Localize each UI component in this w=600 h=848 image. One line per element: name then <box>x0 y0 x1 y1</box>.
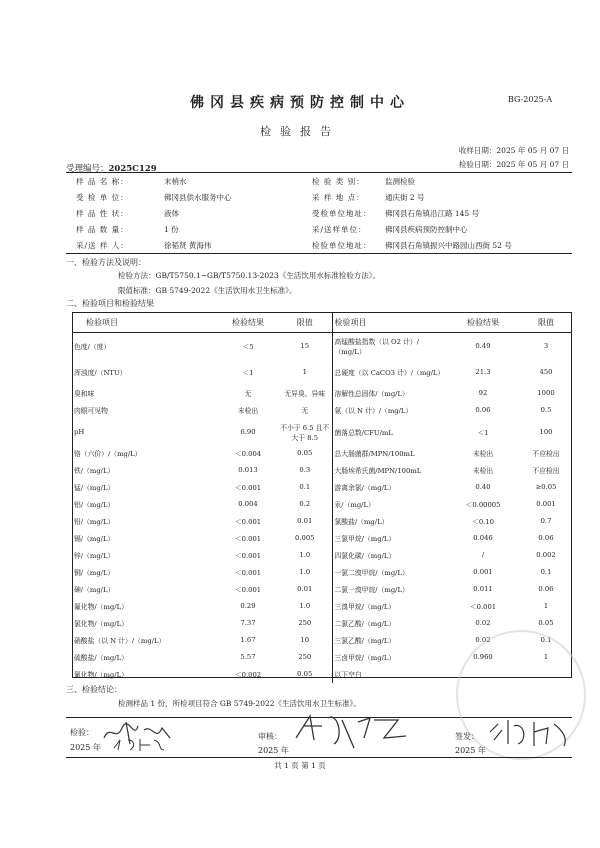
info-label: 样 品 名 称： <box>76 177 129 186</box>
result-value: ＜0.001 <box>469 603 497 611</box>
limit-value: 15 <box>300 341 310 350</box>
item-name: 四氯化碳/（mg/L） <box>332 547 446 564</box>
issuer-date: 2025 年 <box>455 746 486 755</box>
result-value: 92 <box>478 389 488 397</box>
item-name: 二氯一溴甲烷/（mg/L） <box>332 581 446 598</box>
issuer-signature <box>484 712 574 752</box>
limit-value: 0.05 <box>538 619 554 627</box>
item-name: 锰/（mg/L） <box>74 484 115 492</box>
table-row <box>72 385 572 402</box>
table-row <box>72 445 572 462</box>
item-name: 氨（以 N 计）/（mg/L） <box>332 402 446 419</box>
record-number-value: 2025C129 <box>108 164 157 174</box>
info-value: 监测检验 <box>385 177 415 186</box>
table-row <box>72 333 572 359</box>
result-value: 0.49 <box>475 341 491 350</box>
result-value: ＜0.001 <box>234 552 262 560</box>
info-value: 佛冈县石角镇振兴中路园山西街 52 号 <box>385 241 512 250</box>
item-name: 三氯乙酸/（mg/L） <box>332 632 446 649</box>
item-name: 氰化物/（mg/L） <box>74 671 128 679</box>
limit-value: 0.1 <box>540 568 552 576</box>
item-name: 铝/（mg/L） <box>74 501 115 509</box>
result-value: 0.02 <box>475 619 491 627</box>
table-header-row <box>72 312 572 333</box>
table-row <box>72 581 572 598</box>
info-label: 样 品 数 量： <box>76 225 129 234</box>
item-name: 肉眼可见物 <box>74 407 108 415</box>
limit-value: 0.001 <box>536 500 556 508</box>
table-row <box>72 462 572 479</box>
conclusion-text: 检测样品 1 份，所检项目符合 GB 5749-2022《生活饮用水卫生标准》。 <box>118 699 361 708</box>
result-value: 未检出 <box>472 450 494 458</box>
limit-value: 0.5 <box>540 406 552 414</box>
item-name: 溶解性总固体/（mg/L） <box>332 385 446 402</box>
limit-value: 1.0 <box>299 602 311 610</box>
result-value: ＜0.004 <box>234 450 262 458</box>
info-label: 采/送 样 人： <box>76 241 129 250</box>
item-name: 氯化物/（mg/L） <box>74 620 128 628</box>
reviewer-signature <box>288 708 418 754</box>
item-name: 氟化物/（mg/L） <box>74 603 128 611</box>
result-value: 1.67 <box>240 636 256 644</box>
item-name: 硫酸盐/（mg/L） <box>74 654 128 662</box>
result-value: ＜0.001 <box>234 535 262 543</box>
limit-value: 10 <box>300 636 310 644</box>
result-value: ＜0.001 <box>234 518 262 526</box>
result-value: 21.3 <box>475 367 491 376</box>
header-limit-left: 限值 <box>278 312 332 333</box>
item-name: 砷/（mg/L） <box>74 586 115 594</box>
limit-value: 0.01 <box>297 585 313 593</box>
limit-value: 0.01 <box>297 517 313 525</box>
limit-value: 0.7 <box>540 517 552 525</box>
info-label: 受 检 单 位： <box>76 193 129 202</box>
info-value: 佛冈县疾病预防控制中心 <box>385 225 468 234</box>
result-value: 无 <box>244 390 252 398</box>
header-item-right: 检验项目 <box>332 312 446 333</box>
info-label: 采/送样单位： <box>312 225 367 234</box>
item-name: 铜/（mg/L） <box>74 569 115 577</box>
organization-name: 佛冈县疾病预防控制中心 <box>190 95 410 111</box>
item-name: 二氯乙酸/（mg/L） <box>332 615 446 632</box>
result-value: 0.013 <box>238 466 258 474</box>
result-value: / <box>481 551 485 559</box>
result-value: 6.90 <box>240 427 256 436</box>
info-label: 检 验 类 别： <box>312 177 365 186</box>
info-right-1 <box>312 192 425 203</box>
tester-date-handwriting <box>110 736 170 754</box>
info-value: 液体 <box>164 209 179 218</box>
limit-value: 100 <box>539 427 553 436</box>
result-value: 0.06 <box>475 406 491 414</box>
table-row <box>72 564 572 581</box>
info-value: 佛冈县供水服务中心 <box>164 193 232 202</box>
item-name: 一氯二溴甲烷/（mg/L） <box>332 564 446 581</box>
table-row <box>72 530 572 547</box>
result-value: 未检出 <box>237 407 259 415</box>
table-row <box>72 402 572 419</box>
info-left-0 <box>76 176 187 187</box>
table-row <box>72 615 572 632</box>
limit-value: 0.06 <box>538 534 554 542</box>
limit-value: 无 <box>301 407 309 415</box>
table-row <box>72 547 572 564</box>
header-item-left: 检验项目 <box>72 312 218 333</box>
item-name: 三氯甲烷/（mg/L） <box>332 530 446 547</box>
result-value: ＜1 <box>242 368 254 377</box>
footer-divider <box>66 757 572 758</box>
result-value: ＜0.001 <box>234 484 262 492</box>
tester-date: 2025 年 <box>70 743 101 752</box>
item-name: 汞/（mg/L） <box>332 496 446 513</box>
info-label: 样 品 性 状： <box>76 209 129 218</box>
header-divider <box>66 172 572 173</box>
item-name: 三溴甲烷/（mg/L） <box>332 598 446 615</box>
info-right-2 <box>312 208 480 219</box>
item-name: 总硬度（以 CaCO3 计）/（mg/L） <box>332 359 446 385</box>
limit-value: 1.0 <box>299 551 311 559</box>
item-name: 镉/（mg/L） <box>74 535 115 543</box>
info-divider <box>66 253 572 254</box>
info-left-3 <box>76 224 179 235</box>
limit-value: 0.3 <box>299 466 311 474</box>
section-1-title: 一、检验方法及说明： <box>66 258 146 267</box>
header-limit-right: 限值 <box>520 312 572 333</box>
receive-date: 收样日期：2025 年 05 月 07 日 <box>458 146 569 155</box>
result-value: 0.011 <box>473 585 493 593</box>
info-value: 佛冈县石角镇沿江路 145 号 <box>385 209 480 218</box>
info-value: 末梢水 <box>164 177 187 186</box>
limit-value: 1000 <box>537 389 555 397</box>
limit-value: 3 <box>543 341 549 350</box>
item-name: 大肠埃希氏菌/MPN/100mL <box>332 462 446 479</box>
result-value: ＜0.00005 <box>465 501 501 509</box>
limit-value: 250 <box>298 619 312 627</box>
item-name: 铬（六价）/（mg/L） <box>74 450 142 458</box>
limit-value: 1.0 <box>299 568 311 576</box>
item-name: pH <box>74 427 85 436</box>
limit-value: 不小于 6.5 且不大于 8.5 <box>280 423 330 442</box>
info-left-1 <box>76 192 232 203</box>
info-label: 受检单位地址： <box>312 209 372 218</box>
item-name: 浑浊度/（NTU） <box>74 368 127 377</box>
item-name: 锌/（mg/L） <box>74 552 115 560</box>
reviewer-date: 2025 年 <box>258 746 289 755</box>
info-right-3 <box>312 224 468 235</box>
limit-standard: 限值标准：GB 5749-2022《生活饮用水卫生标准》。 <box>118 286 297 295</box>
result-value: 0.960 <box>473 653 493 661</box>
result-value: 0.40 <box>475 483 491 491</box>
results-table-body <box>72 333 572 683</box>
info-label: 检验单位地址： <box>312 241 372 250</box>
result-value: 5.57 <box>240 653 256 661</box>
info-left-2 <box>76 208 179 219</box>
header-result-left: 检验结果 <box>218 312 278 333</box>
limit-value: 1 <box>543 653 549 661</box>
result-value: ＜0.001 <box>234 586 262 594</box>
table-row <box>72 513 572 530</box>
tester-label: 检验： <box>70 728 94 737</box>
item-name: 氯酸盐/（mg/L） <box>332 513 446 530</box>
limit-value: 不应检出 <box>532 467 560 475</box>
result-value: ＜0.002 <box>234 671 262 679</box>
document-code: BG-2025-A <box>508 95 553 104</box>
limit-value: 0.05 <box>297 449 313 457</box>
item-name: 菌落总数/CFU/mL <box>332 419 446 445</box>
limit-value: 1 <box>543 602 549 610</box>
limit-value: 450 <box>539 367 553 376</box>
limit-value: 1 <box>302 367 307 376</box>
table-row <box>72 419 572 445</box>
item-name: 游离余氯/（mg/L） <box>332 479 446 496</box>
issuer-label: 签发： <box>455 732 479 741</box>
limit-value: 无异臭、异味 <box>284 390 326 398</box>
page-info: 共 1 页 第 1 页 <box>274 761 326 770</box>
limit-value: 0.1 <box>299 483 311 491</box>
header-result-right: 检验结果 <box>446 312 520 333</box>
item-name: 铅/（mg/L） <box>74 518 115 526</box>
item-name: 以下空白 <box>332 666 446 683</box>
info-value: 徐韬贤 黄海伟 <box>164 241 212 250</box>
result-value: ＜1 <box>477 428 489 437</box>
section-3-title: 三、检验结论： <box>66 685 122 694</box>
result-value: 7.37 <box>240 619 256 627</box>
reviewer-label: 审核： <box>258 732 282 741</box>
report-title: 检验报告 <box>260 125 340 138</box>
info-value: 1 份 <box>164 225 179 234</box>
info-right-0 <box>312 176 415 187</box>
result-value: 0.001 <box>473 568 493 576</box>
item-name: 三卤甲烷/（mg/L） <box>332 649 446 666</box>
limit-value: 0.05 <box>297 670 313 678</box>
item-name: 色度/（度） <box>74 342 111 351</box>
info-label: 采 样 地 点： <box>312 193 365 202</box>
limit-value: 250 <box>298 653 312 661</box>
test-date: 检验日期：2025 年 05 月 07 日 <box>458 160 569 169</box>
test-method: 检验方法：GB/T5750.1~GB/T5750.13-2023《生活饮用水标准检验方法》。 <box>118 271 380 280</box>
results-table <box>72 312 572 683</box>
section-2-title: 二、检验项目和检验结果 <box>66 299 154 308</box>
result-value: 0.004 <box>238 500 258 508</box>
limit-value: 0.1 <box>540 636 552 644</box>
limit-value: 0.002 <box>536 551 556 559</box>
result-value: 0.046 <box>473 534 493 542</box>
limit-value: ≥0.05 <box>535 483 557 491</box>
result-value: 0.29 <box>240 602 256 610</box>
result-value: 未检出 <box>472 467 494 475</box>
result-value: ＜5 <box>242 342 254 351</box>
table-row <box>72 496 572 513</box>
info-right-4 <box>312 240 512 251</box>
record-number-label: 受理编号： <box>66 164 109 174</box>
item-name: 臭和味 <box>74 390 95 398</box>
table-row <box>72 479 572 496</box>
info-left-4 <box>76 240 212 251</box>
limit-value: 0.2 <box>299 500 311 508</box>
limit-value: 0.005 <box>295 534 315 542</box>
table-row <box>72 598 572 615</box>
limit-value: 不应检出 <box>532 450 560 458</box>
item-name: 高锰酸盐指数（以 O2 计）/（mg/L） <box>332 333 446 359</box>
result-value: ＜0.10 <box>472 518 494 526</box>
item-name: 总大肠菌群/MPN/100mL <box>332 445 446 462</box>
item-name: 铁/（mg/L） <box>74 467 115 475</box>
result-value: ＜0.001 <box>234 569 262 577</box>
limit-value: 0.06 <box>538 585 554 593</box>
table-row <box>72 359 572 385</box>
result-value: 0.02 <box>475 636 491 644</box>
info-value: 通庆街 2 号 <box>385 193 425 202</box>
item-name: 硝酸盐（以 N 计）/（mg/L） <box>74 637 166 645</box>
